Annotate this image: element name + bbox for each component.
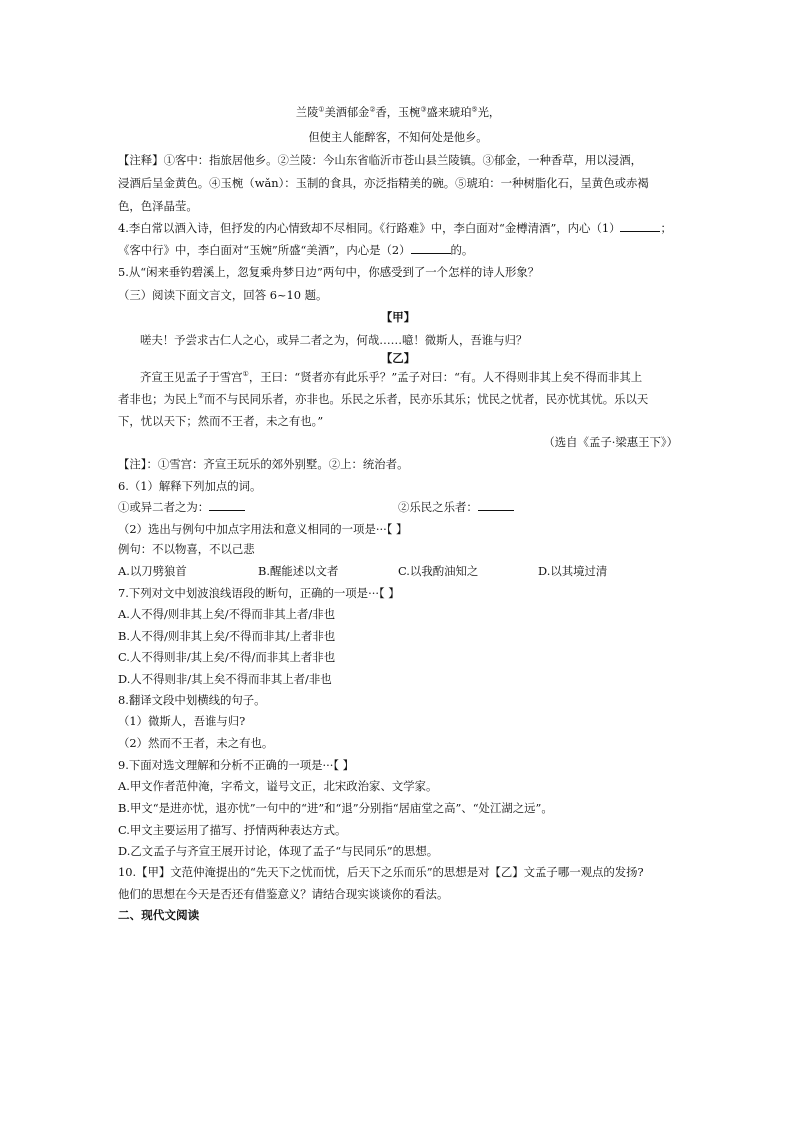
section-heading: 二、现代文阅读 xyxy=(118,908,200,922)
section-intro: （三）阅读下面文言文，回答 6~10 题。 xyxy=(118,288,328,302)
option-d[interactable]: D.乙文孟子与齐宣王展开讨论，体现了孟子“与民同乐”的思想。 xyxy=(118,844,439,858)
text-yi-line-2: 者非也；为民上②而不与民同乐者，亦非也。乐民之乐者，民亦乐其乐；忧民之忧者，民亦忧其忧。乐以天 xyxy=(118,392,649,406)
option-b[interactable]: B.甲文“是进亦忧，退亦忧”一句中的“进”和“退”分别指“居庙堂之高”、“处江湖之远”。 xyxy=(118,801,553,815)
text-yi-source: （选自《孟子·梁惠王下》） xyxy=(543,435,678,449)
question-10-line-2: 他们的思想在今天是否还有借鉴意义？请结合现实谈谈你的看法。 xyxy=(118,887,449,901)
text-jia-body: 嗟夫！予尝求古仁人之心，或异二者之为，何哉……噫！微斯人，吾谁与归？ xyxy=(140,333,528,347)
question-8-title: 8.翻译文段中划横线的句子。 xyxy=(118,693,266,707)
annotation-line: 【注释】①客中：指旅居他乡。②兰陵：今山东省临沂市苍山县兰陵镇。③郁金，一种香草，用以浸酒， xyxy=(118,153,642,167)
text-yi-label: 【乙】 xyxy=(380,351,416,365)
question-6-title: 6.（1）解释下列加点的词。 xyxy=(118,479,262,493)
option-b[interactable]: B.醒能述以文者 xyxy=(258,564,339,578)
text-yi-line-1: 齐宣王见孟子于雪宫①，王曰：“贤者亦有此乐乎？”孟子对曰：“有。人不得则非其上矣不得而非其上 xyxy=(140,370,643,384)
question-4-line-1: 4.李白常以酒入诗，但抒发的内心情致却不尽相同。《行路难》中，李白面对“金樽清酒”，内心（1） ； xyxy=(118,221,672,235)
question-8-item-2: （2）然而不王者，未之有也。 xyxy=(118,736,274,750)
option-c[interactable]: C.人不得则非/其上矣/不得/而非其上者非也 xyxy=(118,650,336,664)
poem-line-1: 兰陵①美酒郁金②香，玉椀③盛来琥珀⑤光， xyxy=(295,105,501,119)
option-a[interactable]: A.甲文作者范仲淹，字希文，谥号文正，北宋政治家、文学家。 xyxy=(118,779,438,793)
answer-blank[interactable] xyxy=(411,253,451,254)
question-6-sub2: （2）选出与例句中加点字用法和意义相同的一项是···【 】 xyxy=(118,522,408,536)
question-9-title: 9.下面对选文理解和分析不正确的一项是···【 】 xyxy=(118,758,355,772)
question-7-title: 7.下列对文中划波浪线语段的断句，正确的一项是···【 】 xyxy=(118,586,400,600)
option-a[interactable]: A.人不得/则非其上矣/不得而非其上者/非也 xyxy=(118,607,336,621)
question-4-line-2: 《客中行》中，李白面对“玉婉”所盛“美酒”，内心是（2） 的。 xyxy=(118,243,474,257)
question-6-items xyxy=(118,499,678,516)
question-10-line-1: 10.【甲】文范仲淹提出的“先天下之忧而忧，后天下之乐而乐”的思想是对【乙】文孟子哪一观点的发扬? xyxy=(118,865,644,879)
option-c[interactable]: C.以我酌油知之 xyxy=(398,564,479,578)
question-8-item-1: （1）微斯人，吾谁与归? xyxy=(118,714,246,728)
option-d[interactable]: D.以其境过清 xyxy=(538,564,608,578)
option-d[interactable]: D.人不得则非/其上矣不得而非其上者/非也 xyxy=(118,672,332,686)
question-6-item-1: ①或异二者之为： xyxy=(118,499,398,516)
answer-blank[interactable] xyxy=(209,510,245,511)
text-yi-line-3: 下，忧以天下；然而不王者，未之有也。” xyxy=(118,414,324,428)
text-jia-label: 【甲】 xyxy=(380,310,416,324)
question-6-item-2: ②乐民之乐者： xyxy=(398,499,678,516)
annotation-line: 浸酒后呈金黄色。④玉椀（wǎn）：玉制的食具，亦泛指精美的碗。⑤琥珀：一种树脂化石，呈黄色或赤褐 xyxy=(118,176,649,190)
option-a[interactable]: A.以刀劈狼首 xyxy=(118,564,187,578)
answer-blank[interactable] xyxy=(478,510,514,511)
question-6-options xyxy=(118,563,678,580)
annotation-line: 色，色泽晶莹。 xyxy=(118,199,198,213)
annotation-2: 【注】：①雪宫：齐宣王玩乐的郊外别墅。②上：统治者。 xyxy=(118,457,409,471)
question-5: 5.从“闲来垂钓碧溪上，忽复乘舟梦日边”两句中，你感受到了一个怎样的诗人形象？ xyxy=(118,265,540,279)
answer-blank[interactable] xyxy=(620,231,660,232)
option-b[interactable]: B.人不得/则非其上矣/不得而非其/上者非也 xyxy=(118,629,336,643)
poem-line-2: 但使主人能醉客，不知何处是他乡。 xyxy=(308,131,488,144)
question-6-example: 例句：不以物喜，不以己悲 xyxy=(118,542,255,556)
option-c[interactable]: C.甲文主要运用了描写、抒情两种表达方式。 xyxy=(118,823,347,837)
